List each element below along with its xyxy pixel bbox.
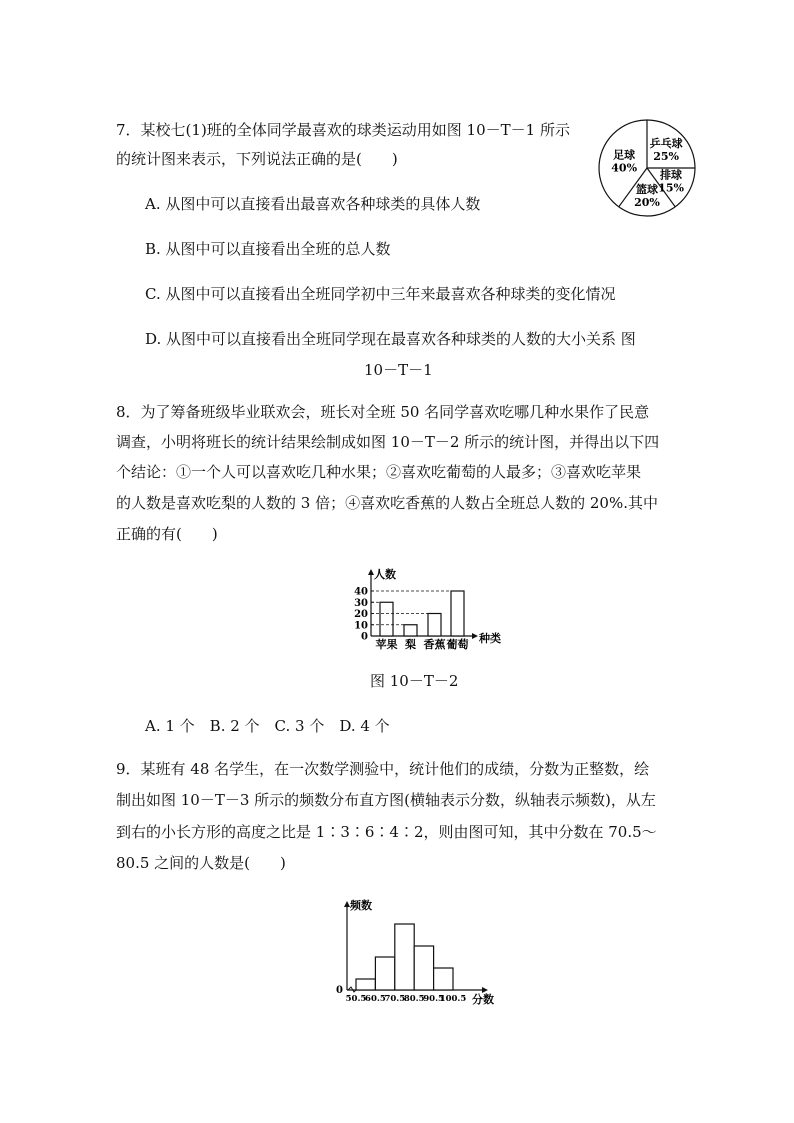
x-axis-arrow	[472, 633, 478, 639]
pie-slice-label: 排球	[660, 168, 683, 182]
q7-option-d: D. 从图中可以直接看出全班同学现在最喜欢各种球类的人数的大小关系 图	[145, 330, 636, 348]
bar	[404, 625, 417, 636]
x-bin-edge-label: 70.5	[384, 994, 406, 1004]
pie-slice-label: 篮球	[636, 183, 658, 196]
x-axis-label: 分数	[472, 993, 494, 1006]
y-tick-label: 40	[354, 586, 368, 598]
q8-figure-caption: 图 10－T－2	[370, 672, 459, 690]
score-histogram	[322, 895, 502, 1013]
y-tick-label: 10	[354, 620, 368, 632]
x-axis-label: 种类	[479, 632, 501, 645]
q7-line-2: 的统计图来表示，下列说法正确的是( )	[116, 150, 398, 168]
pie-chart	[594, 118, 700, 218]
q8-line-3: 个结论：①一个人可以喜欢吃几种水果；②喜欢吃葡萄的人最多；③喜欢吃苹果	[116, 463, 642, 481]
y-tick-label: 30	[354, 597, 368, 609]
bar	[428, 614, 441, 637]
histogram-bar	[356, 979, 375, 990]
histogram-bar	[375, 957, 394, 990]
x-bin-edge-label: 80.5	[403, 994, 425, 1004]
q9-line-4: 80.5 之间的人数是( )	[116, 854, 286, 872]
y-tick-label: 0	[361, 631, 368, 643]
bar	[380, 602, 393, 636]
x-bin-edge-label: 90.5	[423, 994, 444, 1004]
pie-slice-percent: 40%	[611, 161, 638, 175]
q8-line-4: 的人数是喜欢吃梨的人数的 3 倍；④喜欢吃香蕉的人数占全班总人数的 20%.其中	[116, 494, 658, 512]
q9-line-3: 到右的小长方形的高度之比是 1∶3∶6∶4∶2，则由图可知，其中分数在 70.5～	[116, 823, 657, 841]
q8-line-1: 8．为了筹备班级毕业联欢会，班长对全班 50 名同学喜欢吃哪几种水果作了民意	[116, 403, 650, 421]
q7-option-a: A. 从图中可以直接看出最喜欢各种球类的具体人数	[145, 195, 481, 213]
q7-option-b: B. 从图中可以直接看出全班的总人数	[145, 240, 391, 258]
q7-figure-caption: 10－T－1	[364, 361, 433, 379]
x-bin-edge-label: 60.5	[365, 994, 386, 1004]
pie-slice-percent: 15%	[658, 181, 684, 195]
q8-line-5: 正确的有( )	[116, 525, 218, 543]
q8-line-2: 调查，小明将班长的统计结果绘制成如图 10－T－2 所示的统计图，并得出以下四	[116, 433, 660, 451]
q9-line-2: 制出如图 10－T－3 所示的频数分布直方图(横轴表示分数，纵轴表示频数)，从左	[116, 791, 656, 809]
pie-slice-label: 乒乓球	[649, 136, 683, 150]
histogram-bar	[414, 946, 433, 990]
x-bin-edge-label: 50.5	[345, 994, 367, 1004]
origin-label: 0	[336, 985, 343, 996]
q7-line-1: 7．某校七(1)班的全体同学最喜欢的球类运动用如图 10－T－1 所示	[116, 121, 570, 139]
pie-slice-percent: 20%	[634, 196, 660, 209]
q9-line-1: 9．某班有 48 名学生，在一次数学测验中，统计他们的成绩，分数为正整数，绘	[116, 760, 650, 778]
q7-option-c: C. 从图中可以直接看出全班同学初中三年来最喜欢各种球类的变化情况	[145, 285, 616, 303]
fruit-bar-chart	[340, 563, 520, 653]
q8-options: A. 1 个 B. 2 个 C. 3 个 D. 4 个	[145, 717, 390, 735]
pie-slice-percent: 25%	[653, 149, 679, 163]
histogram-bar	[434, 968, 453, 990]
x-category-label: 梨	[405, 638, 416, 651]
x-category-label: 葡萄	[446, 638, 469, 651]
x-bin-edge-label: 100.5	[439, 994, 467, 1004]
y-axis-label: 人数	[374, 568, 396, 581]
x-category-label: 苹果	[375, 638, 398, 651]
y-axis-label: 频数	[350, 899, 372, 912]
histogram-bar	[395, 924, 414, 990]
pie-slice-label: 足球	[613, 148, 636, 162]
x-category-label: 香蕉	[423, 638, 446, 651]
bar	[451, 591, 464, 636]
y-tick-label: 20	[354, 609, 368, 620]
